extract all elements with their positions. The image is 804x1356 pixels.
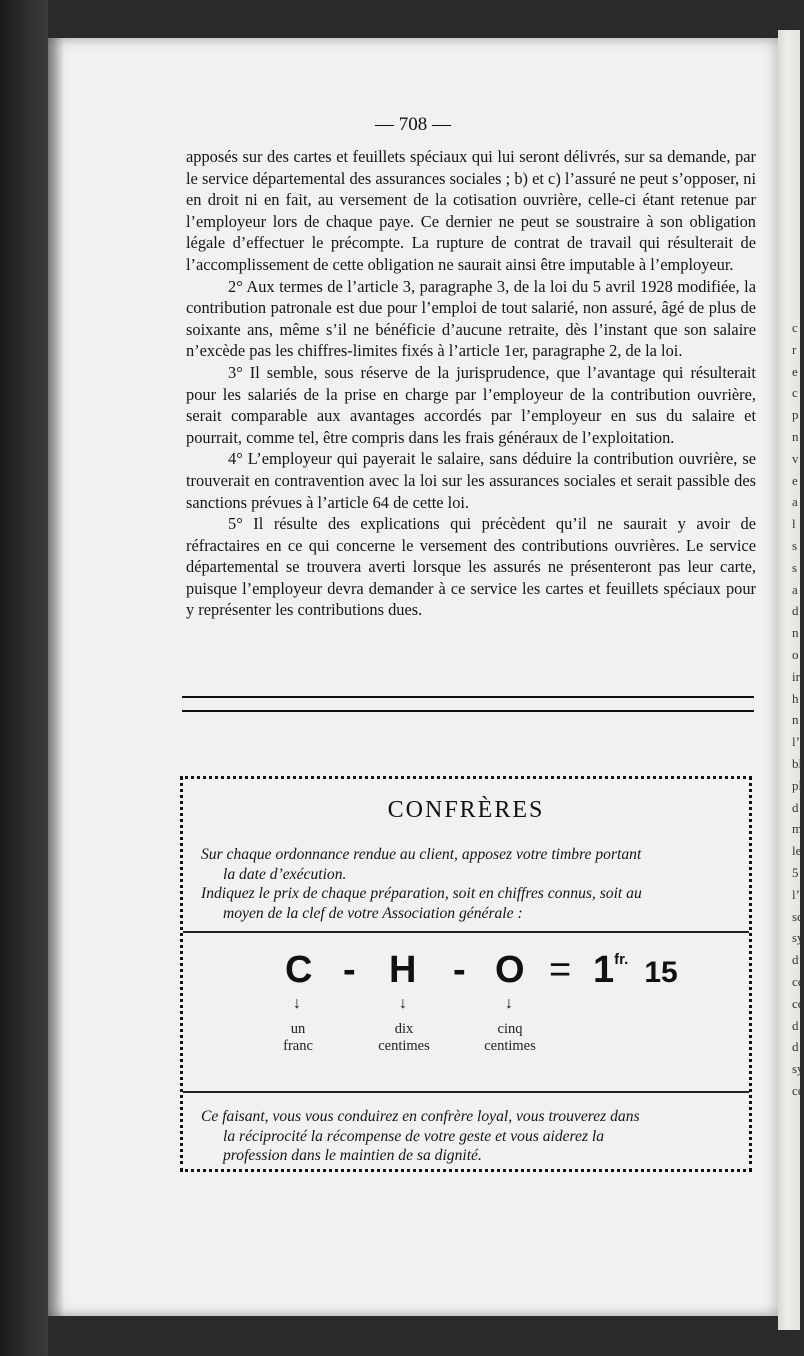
book-page xyxy=(48,38,778,1316)
price-whole: 1 xyxy=(593,949,615,991)
adjacent-page-fragment: r xyxy=(792,341,797,357)
body-text xyxy=(186,146,756,621)
notice-title: CONFRÈRES xyxy=(387,797,545,823)
code-letter-h: H xyxy=(389,949,417,991)
book-spine-edge xyxy=(0,0,48,1356)
legend-line: centimes xyxy=(484,1038,536,1054)
adjacent-page-fragment: a xyxy=(792,494,798,510)
adjacent-page-fragment: p xyxy=(792,407,799,423)
closing-line: profession dans le maintien de sa dignité. xyxy=(223,1147,482,1164)
adjacent-page-fragment: s xyxy=(792,538,798,553)
closing-line: Ce faisant, vous vous conduirez en confrère loyal, vous trouverez dans xyxy=(201,1108,640,1125)
price-unit: fr. xyxy=(614,951,629,968)
adjacent-page-fragment: c xyxy=(792,385,798,401)
adjacent-page-fragment: e xyxy=(792,472,798,488)
adjacent-page-fragment: sc xyxy=(792,908,803,924)
closing-line: la réciprocité la récompense de votre geste et vous aiderez la xyxy=(223,1127,605,1145)
paragraph-point-2: 2° Aux termes de l’article 3, paragraphe 3, de la loi du 5 avril 1928 modifiée, la contribution patronale est due pour l’emploi de tout salarié, non assuré, âgé de plus de soixante ans, même s’il ne bénéficie d’aucune retraite, dès l’instant que son salaire n’excède pas les chiffres-limites fixés à l’article 1er, paragraphe 2, de la loi. xyxy=(186,276,756,361)
notice-divider-lower xyxy=(183,1091,749,1093)
adjacent-page-fragment: l’ xyxy=(792,886,800,902)
adjacent-page-fragment: 5 xyxy=(792,865,799,880)
adjacent-page-fragment: sy xyxy=(792,1061,804,1077)
adjacent-page-fragment: cc xyxy=(792,1083,804,1098)
adjacent-page-fragment: ir xyxy=(792,668,800,684)
code-letter-c: C xyxy=(285,949,313,991)
confreres-notice-box xyxy=(180,776,752,1172)
adjacent-page-fragment: d xyxy=(792,799,799,815)
legend-line: un xyxy=(290,1021,306,1037)
adjacent-page-fragment: n xyxy=(792,712,799,728)
adjacent-page-fragment: h xyxy=(792,690,799,706)
paragraph-point-4: 4° L’employeur qui payerait le salaire, sans déduire la contribution ouvrière, se trouverait en contravention avec la loi sur les assurances sociales et serait passible des sanctions prévues à l’article 64 de cette loi. xyxy=(186,449,756,512)
legend-line: centimes xyxy=(378,1038,430,1054)
legend-line: franc xyxy=(283,1038,313,1054)
page-gutter-shadow xyxy=(48,38,64,1316)
notice-divider-upper xyxy=(183,931,749,933)
paragraph-continuation: apposés sur des cartes et feuillets spéciaux qui lui seront délivrés, sur sa demande, par le service départemental des assurances sociales ; b) et c) l’assuré ne peut s’opposer, ni en droit ni en fait, au versement de la cotisation ouvrière, celle-ci étant retenue par l’employeur lors de chaque paye. Ce dernier ne peut se soustraire à son obligation légale d’effectuer le précompte. La rupture de contrat de travail qui résulterait de l’accomplissement de cette obligation ne saurait ainsi être imputable à l’employeur. xyxy=(186,147,756,274)
notice-closing xyxy=(201,1107,735,1166)
instruction-line: moyen de la clef de votre Association générale : xyxy=(223,904,523,922)
adjacent-page-fragment: pl xyxy=(792,777,803,793)
paragraph-point-5: 5° Il résulte des explications qui précèdent qu’il ne saurait y avoir de réfractaires en ce qui concerne le versement des contributions ouvrières. Le service départemental se trouvera averti lorsque les assurés ne présenteront pas leur carte, puisque l’employeur devra demander à ce service les cartes et feuillets spéciaux pour y représenter les contributions dues. xyxy=(186,514,756,620)
legend-c xyxy=(243,1021,353,1055)
instruction-line: Indiquez le prix de chaque préparation, soit en chiffres connus, soit au xyxy=(201,885,642,902)
adjacent-page-fragment: l’ xyxy=(792,734,800,750)
price-code-row xyxy=(183,949,749,999)
notice-instructions xyxy=(201,845,735,923)
adjacent-page-fragment: d xyxy=(792,603,799,619)
instruction-line: la date d’exécution. xyxy=(223,865,347,883)
adjacent-page-fragment: v xyxy=(792,450,799,466)
adjacent-page-fragment: l xyxy=(792,516,796,532)
adjacent-page-fragment: a xyxy=(792,581,798,597)
separator-rule-top xyxy=(182,696,754,698)
arrow-down-icon: ↓ xyxy=(399,995,407,1012)
instruction-line: Sur chaque ordonnance rendue au client, apposez votre timbre portant xyxy=(201,846,642,863)
code-letter-o: O xyxy=(495,949,525,991)
paragraph-point-3: 3° Il semble, sous réserve de la jurisprudence, que l’avantage qui résulterait pour les salariés de la prise en charge par l’employeur de la contribution ouvrière, serait comparable aux avantages accordés par l’employeur en sus du salaire et pourrait, comme tel, être compris dans les frais généraux de l’exploitation. xyxy=(186,362,756,447)
adjacent-page-fragment: d xyxy=(792,1017,799,1033)
adjacent-page-fragment: e xyxy=(792,363,798,379)
code-dash: - xyxy=(343,949,356,991)
adjacent-page-fragment: bl xyxy=(792,756,803,771)
separator-rule-bottom xyxy=(182,710,754,712)
adjacent-page-fragment: n xyxy=(792,625,799,641)
adjacent-page-fragment: cc xyxy=(792,995,804,1011)
legend-o xyxy=(455,1021,565,1055)
adjacent-page-strip xyxy=(778,30,804,1330)
adjacent-page-fragment: n xyxy=(792,429,799,444)
legend-line: dix xyxy=(394,1021,414,1037)
adjacent-page-fragment: cc xyxy=(792,974,804,989)
code-dash: - xyxy=(453,949,466,991)
legend-line: cinq xyxy=(497,1021,523,1037)
adjacent-page-fragment: d’ xyxy=(792,952,803,968)
adjacent-page-fragment: c xyxy=(792,320,798,335)
adjacent-page-fragment: sy xyxy=(792,930,804,946)
legend-h xyxy=(349,1021,459,1055)
arrow-down-icon: ↓ xyxy=(293,995,301,1012)
adjacent-page-fragment: m xyxy=(792,821,803,837)
price-cents: 15 xyxy=(644,956,678,989)
adjacent-page-fragment: d xyxy=(792,1039,799,1055)
adjacent-page-fragment: o xyxy=(792,647,799,662)
code-price xyxy=(593,949,678,992)
page-number: — 708 — xyxy=(375,114,451,135)
code-equals: = xyxy=(549,949,572,991)
arrow-down-icon: ↓ xyxy=(505,995,513,1012)
adjacent-page-fragment: le xyxy=(792,843,802,859)
adjacent-page-fragment: s xyxy=(792,559,798,575)
